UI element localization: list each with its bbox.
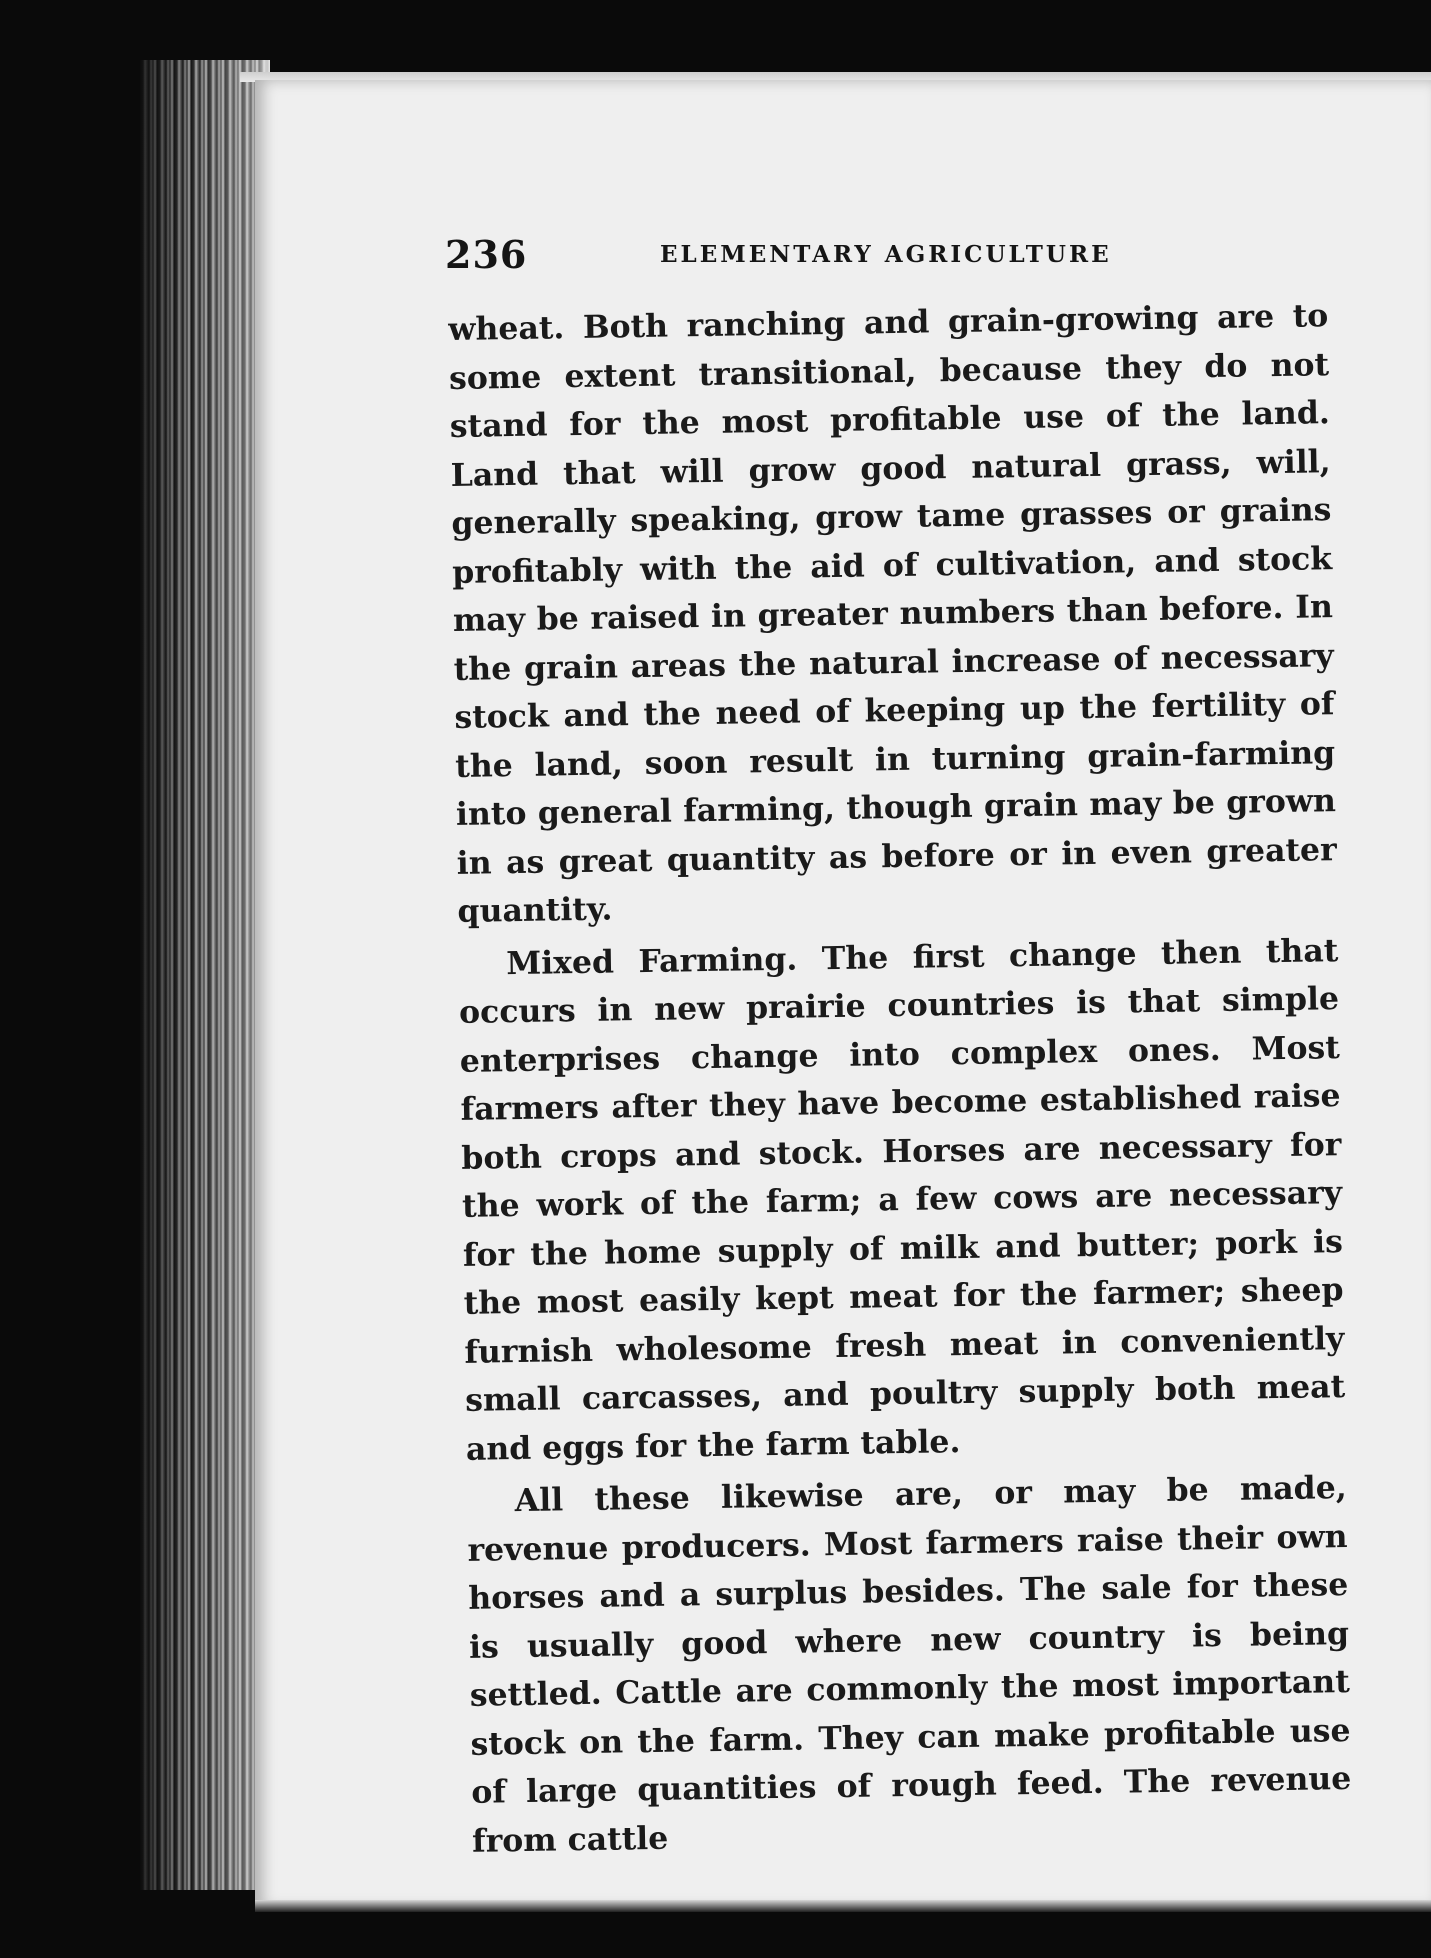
page-number: 236 (445, 232, 528, 277)
paragraph-2 (458, 927, 1346, 1474)
page-bottom-edge (255, 1900, 1431, 1912)
running-head: ELEMENTARY AGRICULTURE (660, 241, 1112, 268)
paragraph-1-text: wheat. Both ranching and grain-growing are to some extent transitional, because they do not stand for the most profitable use of the land. Land that will grow good natural grass, will, generally speaking, grow tame grasses or grains profitably with the aid of cultivation, and stock may be raised in greater numbers than before. In the grain areas the natural increase of necessary stock and the need of keeping up the fertility of the land, soon result in turning grain-farming into general farming, though grain may be grown in as great quantity as before or in even greater quantity. (448, 297, 1337, 930)
paragraph-3 (466, 1464, 1352, 1866)
page-header (445, 232, 1125, 282)
book-spine-shadow (140, 60, 270, 1890)
paragraph-1 (448, 292, 1338, 936)
section-heading-mixed-farming: Mixed Farming. (506, 940, 798, 982)
body-text (448, 292, 1352, 1870)
paragraph-2-text: The first change then that occurs in new prairie countries is that simple enterprises change into complex ones. Most farmers after they have become established raise both crops and stock. Horses are necessary for the work of the farm; a few cows are necessary for the home supply of milk and butter; pork is the most easily kept meat for the farmer; sheep furnish wholesome fresh meat in conveniently small carcasses, and poultry supply both meat and eggs for the farm table. (458, 931, 1346, 1468)
paragraph-3-text: All these likewise are, or may be made, revenue producers. Most farmers raise their own horses and a surplus besides. The sale for these is usually good where new country is being settled. Cattle are commonly the most important stock on the farm. They can make profitable use of large quantities of rough feed. The revenue from cattle (467, 1469, 1352, 1860)
